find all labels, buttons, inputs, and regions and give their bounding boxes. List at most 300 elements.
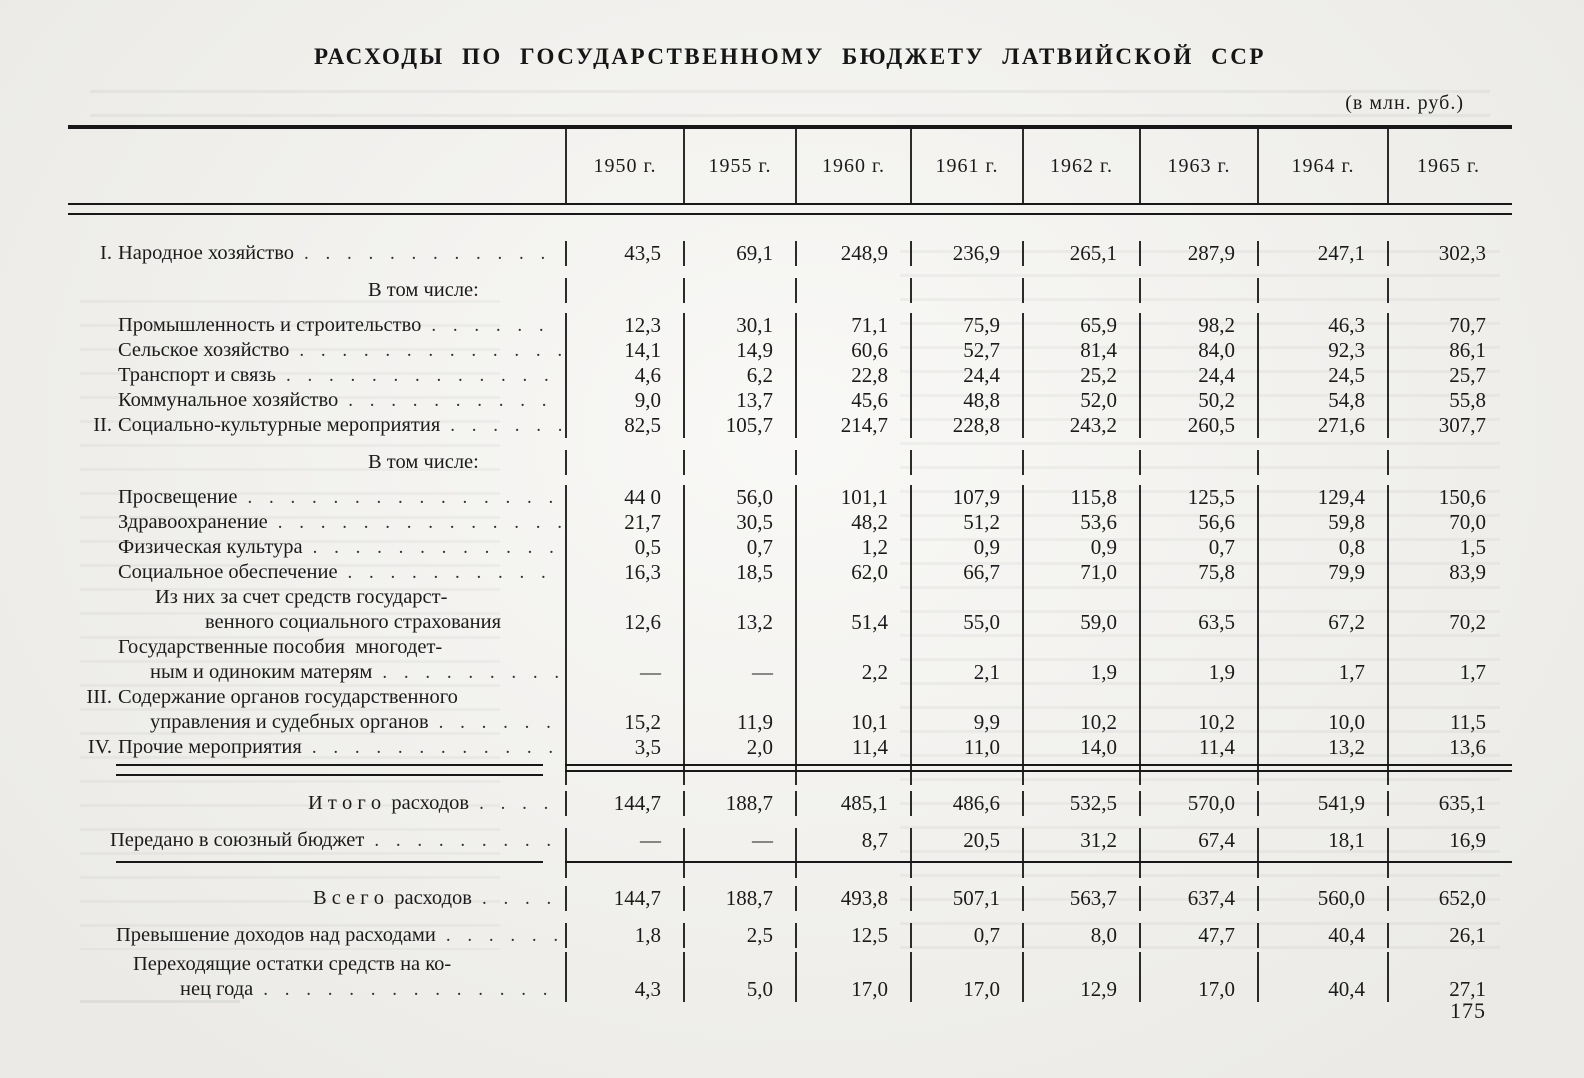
- value-cell: 47,7: [1139, 923, 1257, 948]
- dot-leader: [439, 710, 561, 735]
- value-cell: 56,0: [683, 485, 795, 510]
- value-cell: [683, 450, 795, 475]
- table-row: [68, 560, 1512, 585]
- row-label-text: нец года: [180, 978, 254, 1000]
- value-cell: 507,1: [910, 886, 1022, 911]
- row-label-text: Передано в союзный бюджет: [110, 829, 365, 851]
- value-cell: 63,5: [1139, 585, 1257, 635]
- row-values: [565, 413, 1512, 438]
- dot-leader: [431, 313, 561, 338]
- value-cell: 302,3: [1387, 241, 1508, 266]
- scan-artifact: [80, 1000, 240, 1018]
- value-cell: 14,1: [565, 338, 683, 363]
- value-cell: 115,8: [1022, 485, 1139, 510]
- value-cell: 65,9: [1022, 313, 1139, 338]
- row-label-line: [68, 886, 565, 911]
- row-label-text: Содержание органов государственного: [118, 686, 458, 708]
- value-cell: —: [683, 635, 795, 685]
- value-cell: 125,5: [1139, 485, 1257, 510]
- value-cell: 62,0: [795, 560, 910, 585]
- value-cell: 12,9: [1022, 952, 1139, 1002]
- value-cell: 0,9: [1022, 535, 1139, 560]
- dot-leader: [286, 363, 561, 388]
- value-cell: 52,7: [910, 338, 1022, 363]
- row-label-text: Сельское хозяйство: [118, 339, 290, 361]
- value-cell: 75,8: [1139, 560, 1257, 585]
- value-cell: 18,1: [1257, 828, 1387, 853]
- value-cell: 248,9: [795, 241, 910, 266]
- value-cell: —: [683, 828, 795, 853]
- value-cell: 11,9: [683, 685, 795, 735]
- separator-rule-row: [68, 760, 1512, 785]
- row-label-line: [68, 485, 565, 510]
- value-cell: 8,7: [795, 828, 910, 853]
- row-label: [68, 635, 565, 685]
- row-label: [68, 413, 565, 438]
- value-cell: 2,5: [683, 923, 795, 948]
- dot-leader: [382, 660, 561, 685]
- value-cell: 27,1: [1387, 952, 1508, 1002]
- value-cell: [565, 450, 683, 475]
- row-label-line: [68, 560, 565, 585]
- value-cell: 1,9: [1022, 635, 1139, 685]
- value-cell: 69,1: [683, 241, 795, 266]
- value-cell: 243,2: [1022, 413, 1139, 438]
- row-label-text: В том числе:: [368, 279, 479, 301]
- value-cell: 150,6: [1387, 485, 1508, 510]
- value-cell: [795, 853, 910, 878]
- row-label: [68, 485, 565, 510]
- row-label-text: Промышленность и строительство: [118, 314, 422, 336]
- value-cell: 86,1: [1387, 338, 1508, 363]
- value-cell: 24,4: [1139, 363, 1257, 388]
- value-cell: 13,2: [683, 585, 795, 635]
- unit-note: (в млн. руб.): [1345, 92, 1464, 114]
- row-label-line: [68, 791, 565, 816]
- row-label: [68, 853, 565, 878]
- page-title: РАСХОДЫ ПО ГОСУДАРСТВЕННОМУ БЮДЖЕТУ ЛАТВИЙСКОЙ ССР: [314, 44, 1266, 69]
- row-values: [565, 338, 1512, 363]
- row-label-line: [68, 710, 565, 735]
- value-cell: [1022, 760, 1139, 785]
- value-cell: 67,4: [1139, 828, 1257, 853]
- table-row: [68, 388, 1512, 413]
- table-row: [68, 535, 1512, 560]
- value-cell: 52,0: [1022, 388, 1139, 413]
- value-cell: 67,2: [1257, 585, 1387, 635]
- table-row: [68, 338, 1512, 363]
- value-cell: 21,7: [565, 510, 683, 535]
- row-values: [565, 388, 1512, 413]
- table-row: [68, 828, 1512, 853]
- value-cell: [795, 450, 910, 475]
- row-values: [565, 923, 1512, 948]
- value-cell: [1257, 760, 1387, 785]
- year-header-cell: 1960 г.: [795, 129, 910, 203]
- value-cell: 1,7: [1387, 635, 1508, 685]
- value-cell: 4,6: [565, 363, 683, 388]
- value-cell: [565, 278, 683, 303]
- value-cell: [565, 853, 683, 878]
- year-header-cell: 1950 г.: [565, 129, 683, 203]
- value-cell: 4,3: [565, 952, 683, 1002]
- value-cell: 70,2: [1387, 585, 1508, 635]
- value-cell: 3,5: [565, 735, 683, 760]
- value-cell: [1387, 853, 1508, 878]
- value-cell: 0,8: [1257, 535, 1387, 560]
- row-values: [565, 952, 1512, 1002]
- value-cell: 214,7: [795, 413, 910, 438]
- row-label-text: В с е г о расходов: [313, 887, 472, 909]
- value-cell: 10,2: [1022, 685, 1139, 735]
- row-label: [68, 363, 565, 388]
- value-cell: 101,1: [795, 485, 910, 510]
- table-row: [68, 791, 1512, 816]
- value-cell: 1,8: [565, 923, 683, 948]
- value-cell: 10,2: [1139, 685, 1257, 735]
- row-label: [68, 535, 565, 560]
- value-cell: 12,6: [565, 585, 683, 635]
- table-row: [68, 313, 1512, 338]
- value-cell: 22,8: [795, 363, 910, 388]
- row-label-text: Коммунальное хозяйство: [118, 389, 339, 411]
- year-header-cells: [565, 129, 1512, 203]
- table-row: [68, 952, 1512, 1002]
- value-cell: 129,4: [1257, 485, 1387, 510]
- value-cell: 260,5: [1139, 413, 1257, 438]
- value-cell: 43,5: [565, 241, 683, 266]
- value-cell: 541,9: [1257, 791, 1387, 816]
- value-cell: 271,6: [1257, 413, 1387, 438]
- row-label-line: [68, 585, 565, 610]
- value-cell: 485,1: [795, 791, 910, 816]
- dot-leader: [482, 886, 561, 911]
- year-header-cell: 1955 г.: [683, 129, 795, 203]
- row-label-line: [68, 363, 565, 388]
- year-header-cell: 1965 г.: [1387, 129, 1508, 203]
- value-cell: 26,1: [1387, 923, 1508, 948]
- value-cell: 55,8: [1387, 388, 1508, 413]
- row-label-text: ным и одиноким матерям: [150, 661, 373, 683]
- row-label: [68, 510, 565, 535]
- value-cell: 24,4: [910, 363, 1022, 388]
- value-cell: 1,7: [1257, 635, 1387, 685]
- value-cell: 70,7: [1387, 313, 1508, 338]
- value-cell: [1139, 450, 1257, 475]
- row-label-line: [68, 952, 565, 977]
- table-row: [68, 635, 1512, 685]
- value-cell: 144,7: [565, 791, 683, 816]
- dot-leader: [263, 977, 561, 1002]
- row-values: [565, 560, 1512, 585]
- header-separator-rule: [68, 203, 1512, 215]
- row-values: [565, 828, 1512, 853]
- value-cell: 247,1: [1257, 241, 1387, 266]
- value-cell: 0,7: [910, 923, 1022, 948]
- value-cell: 144,7: [565, 886, 683, 911]
- value-cell: [910, 278, 1022, 303]
- dot-leader: [313, 535, 561, 560]
- value-cell: [1022, 278, 1139, 303]
- table-row: [68, 278, 1512, 303]
- value-cell: 307,7: [1387, 413, 1508, 438]
- value-cell: 25,2: [1022, 363, 1139, 388]
- row-label: [68, 952, 565, 1002]
- value-cell: —: [565, 635, 683, 685]
- row-values: [565, 585, 1512, 635]
- value-cell: 11,5: [1387, 685, 1508, 735]
- row-values: [565, 313, 1512, 338]
- value-cell: [910, 853, 1022, 878]
- row-values: [565, 278, 1512, 303]
- value-cell: 635,1: [1387, 791, 1508, 816]
- value-cell: 51,2: [910, 510, 1022, 535]
- value-cell: 107,9: [910, 485, 1022, 510]
- row-label: [68, 735, 565, 760]
- value-cell: 532,5: [1022, 791, 1139, 816]
- value-cell: 83,9: [1387, 560, 1508, 585]
- value-cell: 236,9: [910, 241, 1022, 266]
- row-label-line: [68, 923, 565, 948]
- value-cell: 25,7: [1387, 363, 1508, 388]
- value-cell: 570,0: [1139, 791, 1257, 816]
- value-cell: 30,5: [683, 510, 795, 535]
- value-cell: 0,7: [1139, 535, 1257, 560]
- row-label-line: [68, 278, 565, 303]
- table-body: [68, 241, 1512, 1002]
- row-label-line: [68, 660, 565, 685]
- value-cell: [1257, 450, 1387, 475]
- row-label-text: Физическая культура: [118, 536, 303, 558]
- value-cell: 24,5: [1257, 363, 1387, 388]
- value-cell: [1139, 853, 1257, 878]
- value-cell: 10,1: [795, 685, 910, 735]
- value-cell: 13,6: [1387, 735, 1508, 760]
- dot-leader: [450, 413, 561, 438]
- row-roman-numeral: IV.: [87, 736, 112, 758]
- value-cell: 31,2: [1022, 828, 1139, 853]
- row-label: [68, 791, 565, 816]
- table-row: [68, 585, 1512, 635]
- dot-leader: [304, 241, 561, 266]
- table-row: [68, 886, 1512, 911]
- row-values: [565, 685, 1512, 735]
- row-label-text: Народное хозяйство: [118, 242, 295, 264]
- value-cell: 1,2: [795, 535, 910, 560]
- value-cell: 55,0: [910, 585, 1022, 635]
- value-cell: 51,4: [795, 585, 910, 635]
- value-cell: 486,6: [910, 791, 1022, 816]
- value-cell: 54,8: [1257, 388, 1387, 413]
- value-cell: 56,6: [1139, 510, 1257, 535]
- table-row: [68, 735, 1512, 760]
- dot-leader: [312, 735, 561, 760]
- value-cell: [1387, 278, 1508, 303]
- value-cell: 265,1: [1022, 241, 1139, 266]
- value-cell: 71,0: [1022, 560, 1139, 585]
- table-row: [68, 685, 1512, 735]
- page-number: 175: [1450, 998, 1486, 1023]
- row-values: [565, 635, 1512, 685]
- table-row: [68, 510, 1512, 535]
- year-header-cell: 1964 г.: [1257, 129, 1387, 203]
- value-cell: 560,0: [1257, 886, 1387, 911]
- table-row: [68, 413, 1512, 438]
- value-cell: 16,3: [565, 560, 683, 585]
- table-row: [68, 241, 1512, 266]
- value-cell: [1257, 278, 1387, 303]
- table-row: [68, 923, 1512, 948]
- row-label: [68, 560, 565, 585]
- table-row: [68, 363, 1512, 388]
- value-cell: 0,5: [565, 535, 683, 560]
- row-label-line: [68, 388, 565, 413]
- row-label: [68, 450, 565, 475]
- row-label-line: [68, 510, 565, 535]
- row-label-text: Транспорт и связь: [118, 364, 276, 386]
- year-header-cell: 1963 г.: [1139, 129, 1257, 203]
- value-cell: [1139, 278, 1257, 303]
- value-cell: 48,2: [795, 510, 910, 535]
- row-label-text: В том числе:: [368, 451, 479, 473]
- row-label: [68, 828, 565, 853]
- value-cell: 8,0: [1022, 923, 1139, 948]
- value-cell: 50,2: [1139, 388, 1257, 413]
- row-label-line: [68, 610, 565, 635]
- value-cell: 493,8: [795, 886, 910, 911]
- row-roman-numeral: I.: [100, 242, 112, 264]
- row-label-line: [68, 828, 565, 853]
- row-label: [68, 388, 565, 413]
- value-cell: 20,5: [910, 828, 1022, 853]
- value-cell: [565, 760, 683, 785]
- value-cell: 92,3: [1257, 338, 1387, 363]
- row-label-text: Превышение доходов над расходами: [116, 924, 436, 946]
- value-cell: [683, 278, 795, 303]
- value-cell: 17,0: [910, 952, 1022, 1002]
- table-row: [68, 450, 1512, 475]
- value-cell: [910, 450, 1022, 475]
- value-cell: 60,6: [795, 338, 910, 363]
- value-cell: 9,0: [565, 388, 683, 413]
- row-label-text: Социальное обеспечение: [118, 561, 338, 583]
- row-label-text: Государственные пособия многодет-: [118, 636, 443, 658]
- value-cell: 13,2: [1257, 735, 1387, 760]
- value-cell: [1387, 450, 1508, 475]
- row-roman-numeral: III.: [86, 686, 112, 708]
- table-row: [68, 485, 1512, 510]
- row-label: [68, 313, 565, 338]
- row-label-line: [68, 977, 565, 1002]
- dot-leader: [299, 338, 561, 363]
- value-cell: [1139, 760, 1257, 785]
- value-cell: 79,9: [1257, 560, 1387, 585]
- value-cell: 11,4: [795, 735, 910, 760]
- budget-table: [68, 125, 1512, 1002]
- value-cell: [1022, 853, 1139, 878]
- value-cell: 12,5: [795, 923, 910, 948]
- value-cell: 9,9: [910, 685, 1022, 735]
- value-cell: 11,4: [1139, 735, 1257, 760]
- row-label-text: Переходящие остатки средств на ко-: [133, 953, 452, 975]
- value-cell: 17,0: [1139, 952, 1257, 1002]
- value-cell: 105,7: [683, 413, 795, 438]
- row-values: [565, 510, 1512, 535]
- value-cell: 188,7: [683, 886, 795, 911]
- year-header-cell: 1961 г.: [910, 129, 1022, 203]
- row-label-text: Социально-культурные мероприятия: [118, 414, 441, 436]
- value-cell: 2,1: [910, 635, 1022, 685]
- row-label-text: Здравоохранение: [118, 511, 268, 533]
- value-cell: 75,9: [910, 313, 1022, 338]
- value-cell: 563,7: [1022, 886, 1139, 911]
- row-label: [68, 886, 565, 911]
- value-cell: 84,0: [1139, 338, 1257, 363]
- row-label: [68, 278, 565, 303]
- value-cell: 81,4: [1022, 338, 1139, 363]
- row-label-line: [68, 535, 565, 560]
- value-cell: [683, 760, 795, 785]
- value-cell: 59,8: [1257, 510, 1387, 535]
- row-values: [565, 760, 1512, 785]
- row-label-text: управления и судебных органов: [150, 711, 429, 733]
- row-label-line: [68, 735, 565, 760]
- value-cell: [910, 760, 1022, 785]
- value-cell: 14,9: [683, 338, 795, 363]
- row-values: [565, 450, 1512, 475]
- dot-leader: [278, 510, 561, 535]
- row-label-text: И т о г о расходов: [308, 792, 470, 814]
- value-cell: 5,0: [683, 952, 795, 1002]
- value-cell: 287,9: [1139, 241, 1257, 266]
- row-label-line: [68, 450, 565, 475]
- row-label: [68, 760, 565, 785]
- value-cell: 1,9: [1139, 635, 1257, 685]
- value-cell: 53,6: [1022, 510, 1139, 535]
- value-cell: 0,7: [683, 535, 795, 560]
- year-header-row: [68, 129, 1512, 203]
- row-label: [68, 923, 565, 948]
- value-cell: 1,5: [1387, 535, 1508, 560]
- dot-leader: [248, 485, 562, 510]
- row-values: [565, 791, 1512, 816]
- value-cell: 30,1: [683, 313, 795, 338]
- value-cell: 18,5: [683, 560, 795, 585]
- value-cell: 16,9: [1387, 828, 1508, 853]
- dot-leader: [348, 388, 561, 413]
- separator-rule-row: [68, 853, 1512, 878]
- row-values: [565, 241, 1512, 266]
- row-label-text: Просвещение: [118, 486, 238, 508]
- row-label-line: [68, 413, 565, 438]
- row-roman-numeral: II.: [93, 414, 112, 436]
- dot-leader: [479, 791, 561, 816]
- separator-rule-line: [116, 861, 543, 863]
- value-cell: 40,4: [1257, 923, 1387, 948]
- value-cell: [795, 278, 910, 303]
- value-cell: 652,0: [1387, 886, 1508, 911]
- value-cell: 11,0: [910, 735, 1022, 760]
- value-cell: 59,0: [1022, 585, 1139, 635]
- value-cell: 70,0: [1387, 510, 1508, 535]
- value-cell: 71,1: [795, 313, 910, 338]
- row-label: [68, 241, 565, 266]
- value-cell: 14,0: [1022, 735, 1139, 760]
- value-cell: 13,7: [683, 388, 795, 413]
- row-label-text: Прочие мероприятия: [118, 736, 302, 758]
- value-cell: —: [565, 828, 683, 853]
- separator-rule-line: [116, 764, 543, 776]
